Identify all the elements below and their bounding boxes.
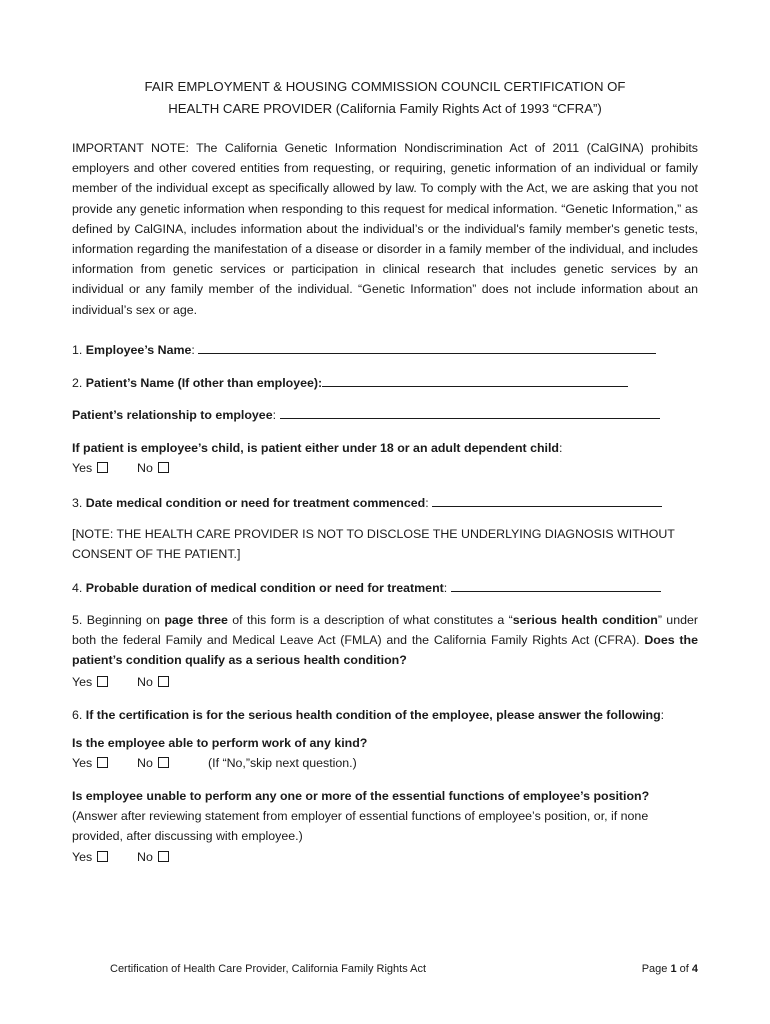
question-2 — [72, 374, 628, 391]
q3-label: Date medical condition or need for treatment commenced — [85, 496, 426, 510]
q6-colon: : — [660, 708, 665, 722]
q6-sub1-yes-checkbox[interactable] — [97, 757, 108, 768]
page-word: Page — [641, 963, 671, 975]
diagnosis-note: [NOTE: THE HEALTH CARE PROVIDER IS NOT TO DISCLOSE THE UNDERLYING DIAGNOSIS WITHOUT CONSENT OF THE PATIENT.] — [72, 527, 675, 562]
relationship-colon: : — [272, 408, 277, 422]
q6-sub-question-2 — [72, 786, 698, 847]
q5-no-option[interactable] — [137, 674, 169, 690]
footer-title: Certification of Health Care Provider, California Family Rights Act — [110, 963, 427, 975]
patient-name-field[interactable] — [322, 374, 628, 387]
q5-text-2: of this form is a description of what constitutes a “ — [227, 613, 513, 627]
q6-sub1-yes-option[interactable] — [72, 755, 108, 771]
question-3 — [72, 494, 662, 511]
q2-label: Patient’s Name (If other than employee): — [85, 376, 323, 390]
q6-sub1-no-checkbox[interactable] — [158, 757, 169, 768]
q4-number: 4. — [72, 581, 86, 595]
q6-sub1-yes-label: Yes — [72, 756, 93, 770]
q4-colon: : — [443, 581, 448, 595]
child-yes-checkbox[interactable] — [97, 462, 108, 473]
q6-sub1-label: Is the employee able to perform work of any kind? — [72, 736, 368, 750]
q5-yes-checkbox[interactable] — [97, 676, 108, 687]
title-line-2: HEALTH CARE PROVIDER (California Family Rights Act of 1993 “CFRA”) — [168, 101, 602, 116]
q5-bold-1: page three — [164, 613, 228, 627]
important-note: IMPORTANT NOTE: The California Genetic Information Nondiscrimination Act of 2011 (CalGINA) prohibits employers and other covered entities from requesting, or requiring, genetic information of an individual or family member of the individual except as specifically allowed by law. To comply with the Act, we are asking that you not provide any genetic information when responding to this request for medical information. “Genetic Information,” as defined by CalGINA, includes information about the individual’s or the individual's family member's genetic tests, information regarding the manifestation of a disease or disorder in a family member of the individual, and includes information from genetic services or participation in clinical research that includes genetic services by an individual or any family member of the individual. “Genetic Information” does not include information about an individual’s sex or age. — [72, 141, 698, 317]
q5-yes-option[interactable] — [72, 674, 108, 690]
child-colon: : — [559, 441, 563, 455]
child-no-label: No — [137, 461, 153, 475]
q1-colon: : — [191, 343, 195, 357]
question-5 — [72, 610, 698, 671]
child-question — [72, 440, 562, 456]
q5-no-label: No — [137, 675, 153, 689]
page-number — [642, 963, 698, 975]
q3-number: 3. — [72, 496, 86, 510]
q6-sub2-label: Is employee unable to perform any one or more of the essential functions of employee’s position? — [72, 789, 650, 803]
q4-label: Probable duration of medical condition or need for treatment — [85, 581, 444, 595]
q6-sub2-yes-label: Yes — [72, 850, 93, 864]
q5-bold-3: Does the patient’s condition qualify as a serious health condition? — [72, 633, 698, 668]
skip-instruction: (If “No,”skip next question.) — [208, 756, 357, 770]
q6-sub1-no-label: No — [137, 756, 153, 770]
duration-field[interactable] — [451, 579, 661, 592]
q6-sub2-no-checkbox[interactable] — [158, 851, 169, 862]
q6-sub2-yes-checkbox[interactable] — [97, 851, 108, 862]
child-label: If patient is employee’s child, is patient either under 18 or an adult dependent child — [72, 441, 559, 455]
relationship-question — [72, 406, 660, 423]
of-word: of — [676, 963, 692, 975]
title-line-1: FAIR EMPLOYMENT & HOUSING COMMISSION COUNCIL CERTIFICATION OF — [144, 79, 626, 94]
child-yes-label: Yes — [72, 461, 93, 475]
q6-sub2-no-option[interactable] — [137, 849, 169, 865]
question-6 — [72, 707, 664, 723]
q6-label: If the certification is for the serious health condition of the employee, please answer the following — [85, 708, 661, 722]
employee-name-field[interactable] — [198, 341, 656, 354]
current-page: 1 — [670, 963, 677, 975]
q1-number: 1. — [72, 343, 86, 357]
q6-sub1-no-option[interactable] — [137, 755, 169, 771]
q5-yes-label: Yes — [72, 675, 93, 689]
question-1 — [72, 341, 656, 358]
condition-date-field[interactable] — [432, 494, 662, 507]
q6-sub2-yes-option[interactable] — [72, 849, 108, 865]
q5-no-checkbox[interactable] — [158, 676, 169, 687]
child-no-option[interactable] — [137, 460, 169, 476]
relationship-label: Patient’s relationship to employee — [72, 408, 273, 422]
q3-colon: : — [425, 496, 429, 510]
q6-sub-question-1 — [72, 735, 367, 751]
question-4 — [72, 579, 661, 596]
q5-text-1: 5. Beginning on — [72, 613, 165, 627]
form-title — [0, 76, 770, 120]
q1-label: Employee’s Name — [85, 343, 192, 357]
child-no-checkbox[interactable] — [158, 462, 169, 473]
q5-text-3: ” under both the federal Family and Medical Leave Act (FMLA) and the California Family Rights Act (CFRA). — [72, 613, 698, 648]
q6-sub2-note: (Answer after reviewing statement from employer of essential functions of employee’s position, or, if none provided, after discussing with employee.) — [72, 809, 649, 844]
total-pages: 4 — [691, 963, 698, 975]
q5-bold-2: serious health condition — [512, 613, 658, 627]
relationship-field[interactable] — [280, 406, 660, 419]
q2-number: 2. — [72, 376, 86, 390]
child-yes-option[interactable] — [72, 460, 108, 476]
q6-number: 6. — [72, 708, 86, 722]
q6-sub2-no-label: No — [137, 850, 153, 864]
